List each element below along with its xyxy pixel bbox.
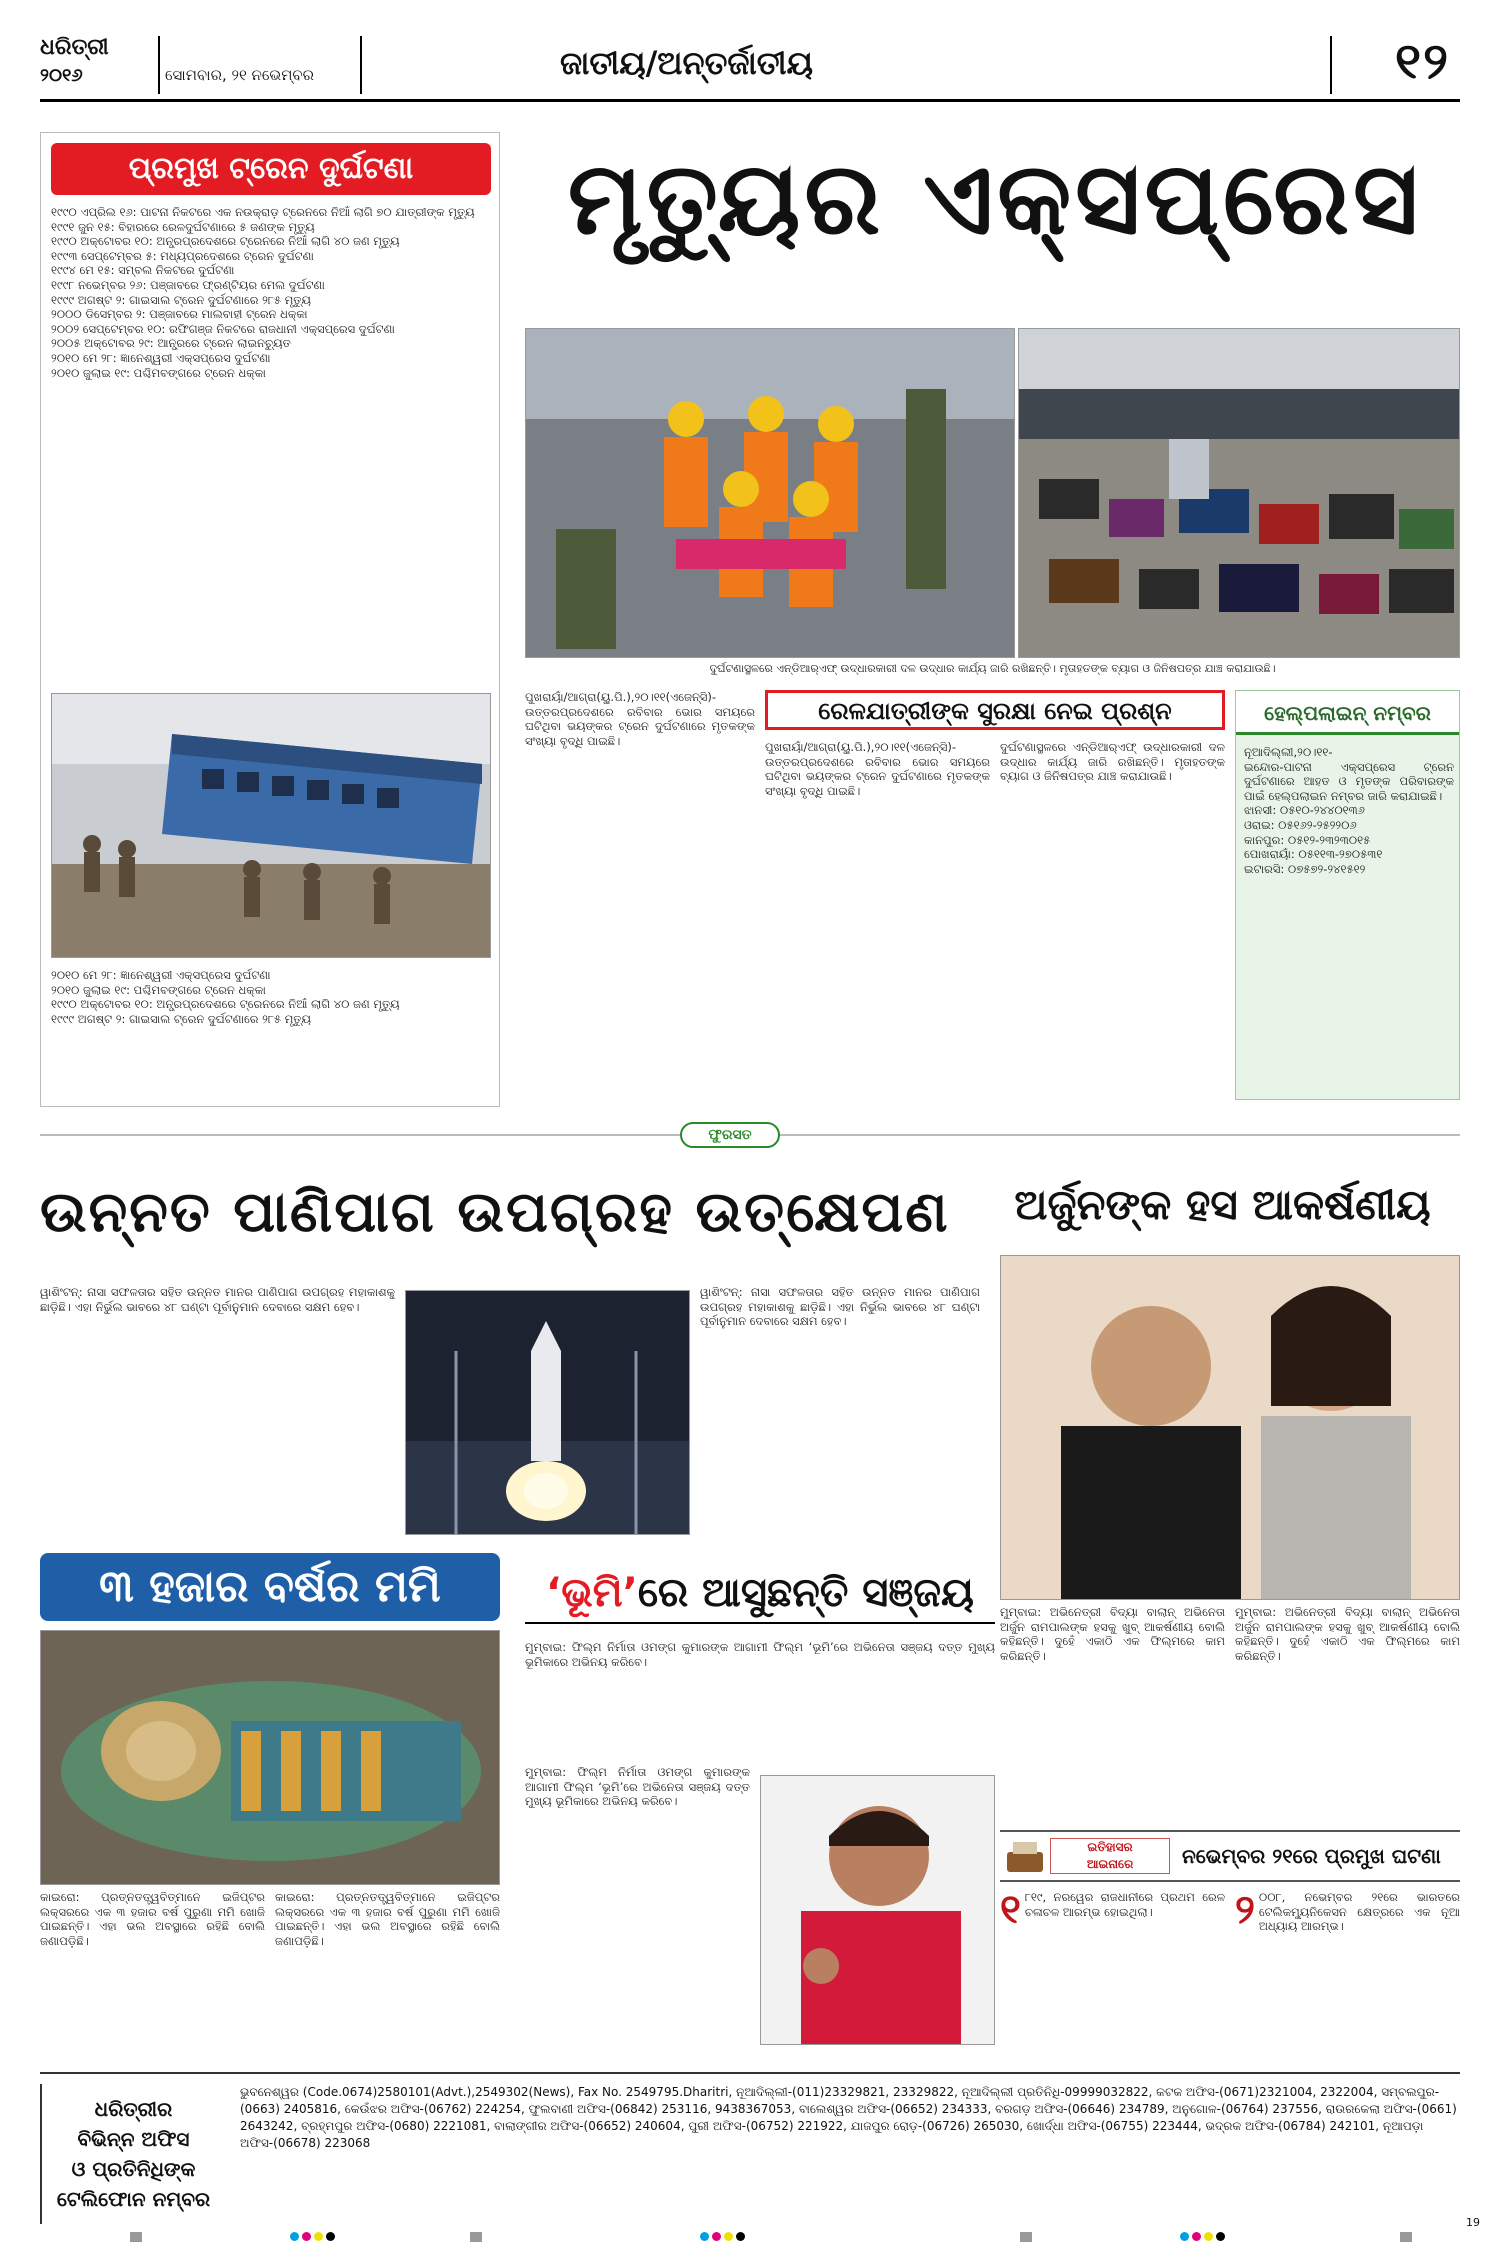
sanjay-image	[761, 1776, 995, 2045]
train-list-heading: ପ୍ରମୁଖ ଟ୍ରେନ ଦୁର୍ଘଟଣା	[128, 151, 414, 186]
main-photo-caption: ଦୁର୍ଘଟଣାସ୍ଥଳରେ ଏନ୍‌ଡିଆର୍‌ଏଫ୍ ଉଦ୍ଧାରକାରୀ ଦଳ ଉଦ୍ଧାର କାର୍ଯ୍ୟ ଜାରି ରଖିଛନ୍ତି। ମୃତାହତଙ୍କ ବ୍ୟାଗ ଓ ଜିନିଷପତ୍ର ଯାଞ୍ଚ କରାଯାଉଛି।	[709, 662, 1276, 675]
rocket-launch-photo	[405, 1290, 690, 1535]
list-item: ୨୦୧୦ ଜୁଲାଇ ୧୯: ପଶ୍ଚିମବଙ୍ଗରେ ଟ୍ରେନ ଧକ୍କା	[51, 365, 266, 380]
luggage-image	[1019, 329, 1460, 658]
logo-text: ଧରିତ୍ରୀ	[40, 35, 109, 60]
masthead-divider	[360, 36, 362, 94]
train-accidents-box	[40, 132, 500, 1107]
list-item: ୨୦୦୦ ଡିସେମ୍ବର ୨: ପଞ୍ଜାବରେ ମାଲବାହୀ ଟ୍ରେନ ଧକ୍କା	[51, 307, 308, 322]
footer-label-line: ବିଭିନ୍ନ ଅଫିସ	[77, 2127, 190, 2151]
arjun-story-col-2	[1235, 1605, 1460, 1825]
rescue-team-image	[526, 329, 1015, 658]
typewriter-icon	[1005, 1840, 1045, 1874]
section-title: ଜାତୀୟ/ଅନ୍ତର୍ଜାତୀୟ	[560, 44, 813, 82]
rescue-team-photo	[525, 328, 1015, 658]
masthead-divider	[158, 36, 160, 94]
satellite-story-col-2	[700, 1285, 980, 1535]
newspaper-logo	[40, 34, 155, 90]
derailed-train-image	[52, 694, 491, 958]
arjun-vidya-image	[1001, 1256, 1460, 1600]
registration-bar	[470, 2232, 482, 2242]
list-item: ୨୦୧୦ ମେ ୨୮: ଜ୍ଞାନେଶ୍ୱରୀ ଏକ୍ସପ୍ରେସ ଦୁର୍ଘଟଣା	[51, 968, 271, 982]
helpline-line: ଇନ୍ଦୋର-ପାଟନା ଏକ୍ସପ୍ରେସ ଟ୍ରେନ ଦୁର୍ଘଟଣାରେ ଆହତ ଓ ମୃତଙ୍କ ପରିବାରଙ୍କ ପାଇଁ ହେଲ୍ପଲାଇନ ନମ୍ବର ଜାରି କରାଯାଇଛି।	[1244, 759, 1454, 803]
page-number: ୧୨	[1395, 32, 1450, 90]
safety-story-text: ପୁଖରାୟାଁ/ଆଗ୍ରା(ୟୁ.ପି.),୨୦।୧୧(ଏଜେନ୍ସି)- ଉତ୍ତରପ୍ରଦେଶରେ ରବିବାର ଭୋର ସମୟରେ ଘଟିଥିବା ଭୟଙ୍କର ଟ୍ରେନ ଦୁର୍ଘଟଣାରେ ମୃତକଙ୍କ ସଂଖ୍ୟା ବୃଦ୍ଧି ପାଇଛି।	[765, 740, 990, 798]
helpline-lines	[1244, 745, 1454, 876]
history-tag-line: ଇତିହାସର	[1087, 1840, 1133, 1854]
mummy-story-text: କାଇରୋ: ପ୍ରତ୍ନତତ୍ତ୍ୱବିତ୍‌ମାନେ ଇଜିପ୍ଟର ଲକ୍ସରରେ ଏକ ୩ ହଜାର ବର୍ଷ ପୁରୁଣା ମମି ଖୋଜି ପାଇଛନ୍ତି। ଏହା ଭଲ ଅବସ୍ଥାରେ ରହିଛି ବୋଲି ଜଣାପଡ଼ିଛି।	[40, 1890, 265, 1948]
list-item: ୧୯୯୮ ନଭେମ୍ବର ୨୬: ପଞ୍ଜାବରେ ଫ୍ରଣ୍ଟିୟର ମେଲ ଦୁର୍ଘଟଣା	[51, 277, 325, 292]
sanjay-story-col-1	[525, 1765, 750, 2060]
list-item: ୧୯୯୦ ଏପ୍ରିଲ ୧୬: ପାଟନା ନିକଟରେ ଏକ ନଉକ୍ରାଡ଼ ଟ୍ରେନରେ ନିଆଁ ଲାଗି ୭୦ ଯାତ୍ରୀଙ୍କ ମୃତ୍ୟୁ	[51, 205, 475, 219]
mummy-story-text: କାଇରୋ: ପ୍ରତ୍ନତତ୍ତ୍ୱବିତ୍‌ମାନେ ଇଜିପ୍ଟର ଲକ୍ସରରେ ଏକ ୩ ହଜାର ବର୍ଷ ପୁରୁଣା ମମି ଖୋଜି ପାଇଛନ୍ତି। ଏହା ଭଲ ଅବସ୍ଥାରେ ରହିଛି ବୋଲି ଜଣାପଡ଼ିଛି।	[275, 1890, 500, 1948]
list-item: ୧୯୯୩ ସେପ୍ଟେମ୍ବର ୫: ମଧ୍ୟପ୍ରଦେଶରେ ଟ୍ରେନ ଦୁର୍ଘଟଣା	[51, 248, 314, 263]
list-item: ୧୯୯୦ ଅକ୍ଟୋବର ୧୦: ଅନ୍ଧ୍ରପ୍ରଦେଶରେ ଟ୍ରେନରେ ନିଆଁ ଲାଗି ୪୦ ଜଣ ମୃତ୍ୟୁ	[51, 997, 400, 1012]
sanjay-story-text: ମୁମ୍ବାଇ: ଫିଲ୍ମ ନିର୍ମାତା ଓମଙ୍ଗ କୁମାରଙ୍କ ଆଗାମୀ ଫିଲ୍ମ ‘ଭୂମି’ରେ ଅଭିନେତା ସଞ୍ଜୟ ଦତ୍ତ ମୁଖ୍ୟ ଭୂମିକାରେ ଅଭିନୟ କରିବେ।	[525, 1765, 750, 1809]
helpline-line: ଇଟାରସି: ୦୭୫୭୨-୨୪୧୫୧୨	[1244, 861, 1366, 876]
logo-year: ୨୦୧୬	[40, 65, 83, 86]
footer-label-line: ଧରିତ୍ରୀର	[94, 2097, 173, 2121]
list-item: ୧୯୯୪ ମେ ୧୫: ସମ୍ବଲ ନିକଟରେ ଦୁର୍ଘଟଣା	[51, 263, 235, 278]
main-story-col-1	[525, 690, 755, 1100]
footer-label-line: ଓ ପ୍ରତିନିଧିଙ୍କ	[71, 2157, 196, 2181]
mummy-photo	[40, 1630, 500, 1885]
arjun-story-text: ମୁମ୍ବାଇ: ଅଭିନେତ୍ରୀ ବିଦ୍ୟା ବାଲାନ୍ ଅଭିନେତା ଅର୍ଜୁନ ରାମପାଲଙ୍କ ହସକୁ ଖୁବ୍ ଆକର୍ଷଣୀୟ ବୋଲି କହିଛନ୍ତି। ଦୁହେଁ ଏକାଠି ଏକ ଫିଲ୍ମରେ କାମ କରିଛନ୍ତି।	[1000, 1605, 1225, 1663]
mummy-headline: ୩ ହଜାର ବର୍ଷର ମମି	[40, 1553, 500, 1621]
history-right-text: ୦୦୮, ନଭେମ୍ବର ୨୧ରେ ଭାରତରେ ଟେଲିକମ୍ୟୁନିକେସନ କ୍ଷେତ୍ରରେ ଏକ ନୂଆ ଅଧ୍ୟାୟ ଆରମ୍ଭ।	[1258, 1890, 1460, 1934]
main-story-text: ପୁଖରାୟାଁ/ଆଗ୍ରା(ୟୁ.ପି.),୨୦।୧୧(ଏଜେନ୍ସି)- ଉତ୍ତରପ୍ରଦେଶରେ ରବିବାର ଭୋର ସମୟରେ ଘଟିଥିବା ଭୟଙ୍କର ଟ୍ରେନ ଦୁର୍ଘଟଣାରେ ମୃତକଙ୍କ ସଂଖ୍ୟା ବୃଦ୍ଧି ପାଇଛି।	[525, 690, 755, 748]
safety-headline-band	[765, 690, 1225, 730]
arjun-story-col-1	[1000, 1605, 1225, 1825]
history-tag-line: ଆଇନାରେ	[1086, 1857, 1134, 1871]
helpline-heading: ହେଲ୍ପଲାଇନ୍ ନମ୍ବର	[1236, 691, 1459, 735]
sanjay-headline	[525, 1570, 995, 1624]
sanjay-headline-film: ‘ଭୂମି’	[546, 1570, 638, 1616]
footer-phone-numbers: ଭୁବନେଶ୍ୱର (Code.0674)2580101(Advt.),2549302(News), Fax No. 2549795.Dharitri, ନୂଆଦିଲ୍ଲୀ-(011)23329821, 23329822, ନୂଆଦିଲ୍ଲୀ ପ୍ରତିନିଧି-09999032822, କଟକ ଅଫିସ-(0671)2321004, 2322004, ସମ୍ବଲପୁର-(0663) 2405816, କେଉଁଝର ଅଫିସ-(06762) 224254, ଫୁଲବାଣୀ ଅଫିସ-(06842) 253116, 9438367053, ବାଲେଶ୍ୱର ଅଫିସ-(06652) 234333, ବରଗଡ଼ ଅଫିସ-(06646) 234789, ଅନୁଗୋଳ-(06764) 237556, ରାଉରକେଲା ଅଫିସ-(0661) 2643242, ବ୍ରହ୍ମପୁର ଅଫିସ-(0680) 2221081, ବାଲାଙ୍ଗୀର ଅଫିସ-(06652) 240604, ପୁରୀ ଅଫିସ-(06752) 221922, ଯାଜପୁର ରୋଡ଼-(06726) 265030, ଖୋର୍ଦ୍ଧା ଅଫିସ-(06755) 223444, ଭଦ୍ରକ ଅଫିସ-(06784) 242101, ନୂଆପଡ଼ା ଅଫିସ-(06678) 223068	[240, 2085, 1457, 2150]
luggage-photo	[1018, 328, 1460, 658]
satellite-headline: ଉନ୍ନତ ପାଣିପାଗ ଉପଗ୍ରହ ଉତ୍କ୍ଷେପଣ	[40, 1180, 950, 1245]
masthead-divider	[1330, 36, 1332, 94]
footer-label-line: ଟେଲିଫୋନ ନମ୍ବର	[56, 2187, 211, 2211]
list-item: ୨୦୧୦ ଜୁଲାଇ ୧୯: ପଶ୍ଚିମବଙ୍ଗରେ ଟ୍ରେନ ଧକ୍କା	[51, 982, 266, 997]
registration-bar	[1400, 2232, 1412, 2242]
history-right-number: ୨	[1235, 1890, 1255, 1933]
sanjay-photo	[760, 1775, 995, 2045]
registration-dots	[290, 2232, 335, 2241]
section-divider-badge: ଫୁରସତ	[680, 1122, 780, 1148]
history-left	[1000, 1890, 1225, 2060]
safety-story-col-1	[765, 740, 990, 1100]
list-item: ୧୯୯୦ ଅକ୍ଟୋବର ୧୦: ଅନ୍ଧ୍ରପ୍ରଦେଶରେ ଟ୍ରେନରେ ନିଆଁ ଲାଗି ୪୦ ଜଣ ମୃତ୍ୟୁ	[51, 234, 400, 249]
issue-date: ସୋମବାର, ୨୧ ନଭେମ୍ବର	[165, 66, 315, 84]
train-list-continued	[51, 968, 491, 1098]
sanjay-story-text: ମୁମ୍ବାଇ: ଫିଲ୍ମ ନିର୍ମାତା ଓମଙ୍ଗ କୁମାରଙ୍କ ଆଗାମୀ ଫିଲ୍ମ ‘ଭୂମି’ରେ ଅଭିନେତା ସଞ୍ଜୟ ଦତ୍ତ ମୁଖ୍ୟ ଭୂମିକାରେ ଅଭିନୟ କରିବେ।	[525, 1640, 995, 1669]
masthead	[40, 30, 1460, 102]
mummy-story-col-1	[40, 1890, 265, 2060]
satellite-story-text: ୱାଶିଂଟନ୍: ନାସା ସଫଳତାର ସହିତ ଉନ୍ନତ ମାନର ପାଣିପାଗ ଉପଗ୍ରହ ମହାକାଶକୁ ଛାଡ଼ିଛି। ଏହା ନିର୍ଭୁଲ ଭାବରେ ୪୮ ଘଣ୍ଟା ପୂର୍ବାନୁମାନ ଦେବାରେ ସକ୍ଷମ ହେବ।	[700, 1285, 980, 1329]
history-tag	[1050, 1838, 1170, 1874]
rocket-launch-image	[406, 1291, 690, 1535]
list-item: ୨୦୧୦ ମେ ୨୮: ଜ୍ଞାନେଶ୍ୱରୀ ଏକ୍ସପ୍ରେସ ଦୁର୍ଘଟଣା	[51, 350, 271, 365]
arjun-vidya-photo	[1000, 1255, 1460, 1600]
safety-story-col-2	[1000, 740, 1225, 1100]
list-item: ୧୯୯୯ ଅଗଷ୍ଟ ୨: ଗାଇସାଲ ଟ୍ରେନ ଦୁର୍ଘଟଣାରେ ୨୮୫ ମୃତ୍ୟୁ	[51, 292, 311, 307]
mummy-story-col-2	[275, 1890, 500, 2060]
history-section	[1000, 1830, 1460, 1882]
helpline-line: ଝାନସୀ: ୦୫୧୦-୨୪୪୦୧୩୬	[1244, 803, 1365, 818]
arjun-story-text: ମୁମ୍ବାଇ: ଅଭିନେତ୍ରୀ ବିଦ୍ୟା ବାଲାନ୍ ଅଭିନେତା ଅର୍ଜୁନ ରାମପାଲଙ୍କ ହସକୁ ଖୁବ୍ ଆକର୍ଷଣୀୟ ବୋଲି କହିଛନ୍ତି। ଦୁହେଁ ଏକାଠି ଏକ ଫିଲ୍ମରେ କାମ କରିଛନ୍ତି।	[1235, 1605, 1460, 1663]
registration-dots	[700, 2232, 745, 2241]
registration-dots	[1180, 2232, 1225, 2241]
arjun-headline: ଅର୍ଜୁନଙ୍କ ହସ ଆକର୍ଷଣୀୟ	[1014, 1180, 1431, 1229]
footer-label	[40, 2084, 225, 2224]
train-list-heading-band	[51, 143, 491, 195]
list-item: ୧୯୯୯ ଅଗଷ୍ଟ ୨: ଗାଇସାଲ ଟ୍ରେନ ଦୁର୍ଘଟଣାରେ ୨୮୫ ମୃତ୍ୟୁ	[51, 1011, 311, 1026]
derailed-train-photo	[51, 693, 491, 958]
list-item: ୨୦୦୨ ସେପ୍ଟେମ୍ବର ୧୦: ରଫିଗଞ୍ଜ ନିକଟରେ ରାଜଧାନୀ ଏକ୍ସପ୍ରେସ ଦୁର୍ଘଟଣା	[51, 321, 395, 336]
sanjay-headline-rest: ରେ ଆସୁଛନ୍ତି ସଞ୍ଜୟ	[637, 1570, 974, 1616]
safety-story-text: ଦୁର୍ଘଟଣାସ୍ଥଳରେ ଏନ୍‌ଡିଆର୍‌ଏଫ୍ ଉଦ୍ଧାରକାରୀ ଦଳ ଉଦ୍ଧାର କାର୍ଯ୍ୟ ଜାରି ରଖିଛନ୍ତି। ମୃତାହତଙ୍କ ବ୍ୟାଗ ଓ ଜିନିଷପତ୍ର ଯାଞ୍ଚ କରାଯାଉଛି।	[1000, 740, 1225, 784]
satellite-story-text: ୱାଶିଂଟନ୍: ନାସା ସଫଳତାର ସହିତ ଉନ୍ନତ ମାନର ପାଣିପାଗ ଉପଗ୍ରହ ମହାକାଶକୁ ଛାଡ଼ିଛି। ଏହା ନିର୍ଭୁଲ ଭାବରେ ୪୮ ଘଣ୍ଟା ପୂର୍ବାନୁମାନ ଦେବାରେ ସକ୍ଷମ ହେବ।	[40, 1285, 395, 1314]
helpline-line: ଓରାଇ: ୦୫୧୬୨-୨୫୨୨୦୬	[1244, 817, 1357, 832]
helpline-line: କାନପୁର: ୦୫୧୨-୨୩୨୩୦୧୫	[1244, 832, 1371, 847]
satellite-story-col-1	[40, 1285, 395, 1535]
helpline-line: ପୋଖରାୟାଁ: ୦୫୧୧୩-୨୭୦୫୩୧	[1244, 847, 1383, 862]
history-right	[1235, 1890, 1460, 2060]
mummy-image	[41, 1631, 500, 1885]
main-headline: ମୃତ୍ୟୁର ଏକ୍ସପ୍ରେସ	[567, 140, 1423, 257]
list-item: ୧୯୯୧ ଜୁନ ୧୫: ବିହାରରେ ରେଳଦୁର୍ଘଟଣାରେ ୫ ଜଣଙ୍କ ମୃତ୍ୟୁ	[51, 219, 315, 234]
registration-bar	[130, 2232, 142, 2242]
helpline-box	[1235, 690, 1460, 1100]
page-marker: 19	[1466, 2216, 1480, 2229]
history-title: ନଭେମ୍ବର ୨୧ରେ ପ୍ରମୁଖ ଘଟଣା	[1182, 1844, 1441, 1868]
registration-bar	[1020, 2232, 1032, 2242]
safety-headline: ରେଳଯାତ୍ରୀଙ୍କ ସୁରକ୍ଷା ନେଇ ପ୍ରଶ୍ନ	[818, 697, 1172, 725]
history-left-number: ୧	[1000, 1890, 1021, 1933]
history-left-text: ୮୧୯, ନରୱେର ରାଜଧାନୀରେ ପ୍ରଥମ ରେଳ ଚଳାଚଳ ଆରମ୍ଭ ହୋଇଥିଲା।	[1024, 1890, 1225, 1919]
footer-contacts	[40, 2072, 1460, 2232]
helpline-line: ନୂଆଦିଲ୍ଲୀ,୨୦।୧୧-	[1244, 745, 1333, 759]
list-item: ୨୦୦୫ ଅକ୍ଟୋବର ୨୯: ଆନ୍ଧ୍ରରେ ଟ୍ରେନ ଲାଇନଚ୍ୟୁତ	[51, 336, 291, 351]
sanjay-story-intro	[525, 1640, 995, 1760]
